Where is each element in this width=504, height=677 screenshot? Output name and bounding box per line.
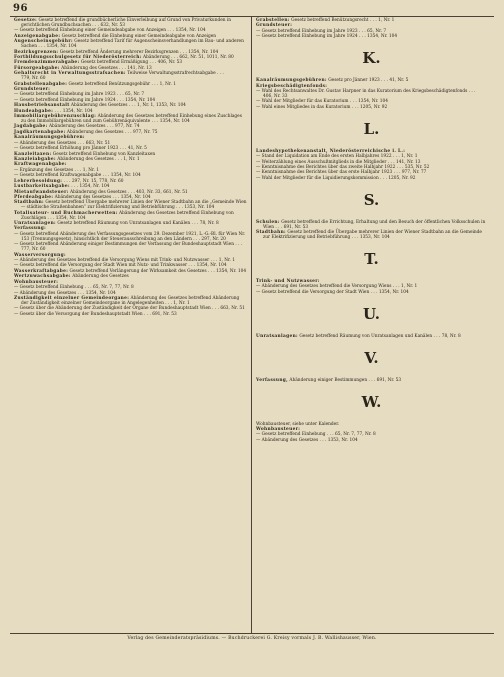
entry-heading: Hausbetriebsanstalt xyxy=(14,103,70,109)
entry-text: Abänderung xyxy=(141,54,170,60)
leader-dots: . . . xyxy=(367,377,377,383)
page-reference: 1354, Nr. 104 xyxy=(62,108,93,114)
leader-dots: . . . xyxy=(142,311,153,317)
page-reference: 1354, Nr. 104 xyxy=(188,49,219,55)
page-reference: 1354, Nr. 104 xyxy=(85,290,116,296)
page-reference: 1205, Nr. 92 xyxy=(360,104,388,110)
entry-heading: Fürsorgeabgabe: xyxy=(14,65,60,71)
entry-heading: Augenscheinsgebühr: xyxy=(14,39,73,45)
entry-text: Gesetz betreffend Verlängerung der Wirksamkeit des Gesetzes xyxy=(68,268,207,274)
page-reference: 406, Nr. 33 xyxy=(263,93,288,99)
section-letter: U. xyxy=(363,304,380,323)
entry-heading: Kanalräumungsgebühren: xyxy=(256,78,327,84)
leader-dots: . . . xyxy=(117,65,128,71)
leader-dots: . . . xyxy=(53,108,63,114)
entry-heading: Wohnbausteuer: xyxy=(14,279,59,285)
entry-heading: Mietaufwandsteuer: xyxy=(14,189,69,195)
leader-dots: . . . xyxy=(115,92,126,98)
entry-text: — Gesetz betreffend Abänderung des Verfassungsgesetzes vom 29. Dezember 1921, L.-G.-Bl. für Wien Nr. 153 (Trennungsgesetz), hinsichtlich der Steuerausschreibung an den Ländern xyxy=(14,231,246,242)
page-reference: 1, Nr. 1, 1353, Nr. 104 xyxy=(136,103,186,109)
page-reference: 1354, Nr. 104 xyxy=(120,194,151,200)
index-entry xyxy=(14,222,247,227)
page-reference: 977, Nr. 77 xyxy=(401,170,427,176)
page-reference: 1354, Nr. 104 xyxy=(358,99,389,105)
page-reference: 406, Nr. 53 xyxy=(157,60,183,66)
entry-text: — Wahl der Mitglieder für die Liquidierungskommission xyxy=(256,175,379,181)
leader-dots: . . . xyxy=(190,221,200,227)
page-reference: 777, Nr. 60 xyxy=(21,247,46,253)
entry-heading: Fremdenzimmerabgabe: xyxy=(14,60,80,66)
leader-dots: . . . xyxy=(46,215,56,221)
leader-dots: . . . xyxy=(174,205,185,211)
page-reference: 65, Nr. 7, 77, Nr. 8 xyxy=(93,285,134,291)
entry-text: Abänderung des Gesetzes xyxy=(70,274,129,280)
page-reference: 78, Nr. 8 xyxy=(199,221,219,227)
leader-dots: . . . xyxy=(325,432,336,438)
entry-text: — Weiterzählung eines Ausschußmitglieds in die Mitglieder xyxy=(256,159,387,165)
entry-heading: Jagdkartenabgabe: xyxy=(14,129,66,135)
page-reference: 1, Nr. 1 xyxy=(218,257,236,263)
leader-dots: . . . xyxy=(37,44,47,50)
entry-heading: Wohnbausteuer: xyxy=(256,426,301,432)
entry-text: — Gesetz betreffend Einhebung im Jahre 1924 xyxy=(14,97,116,103)
page-reference: 535, Nr. 52 xyxy=(404,164,430,170)
leader-dots: . . . xyxy=(395,164,405,170)
page-reference: 1354, Nr. 104 xyxy=(79,184,110,190)
entry-text: — Gesetz betreffend Einhebung im Jahre 1924 xyxy=(256,34,358,40)
leader-dots: . . . xyxy=(357,34,368,40)
page-reference: 65, Nr. 7 xyxy=(125,92,145,98)
page-reference: 691, Nr. 53 xyxy=(152,311,177,317)
entry-text: — Abänderung des Gesetzes betreffend die Versorgung Wiens xyxy=(256,284,392,290)
index-entry xyxy=(256,291,487,296)
index-entry xyxy=(256,106,487,111)
index-entry xyxy=(256,379,487,384)
page-reference: 41, Nr. 5 xyxy=(127,146,147,152)
entry-text: — Gesetz betreffend die Versorgung der Stadt Wien mit Nutz- und Trinkwasser xyxy=(14,263,188,269)
index-entry xyxy=(256,177,487,182)
entry-heading: Grabstellenabgabe: xyxy=(14,81,68,87)
page-reference: 297, Nr. 20 xyxy=(201,236,226,242)
leader-dots: . . . xyxy=(163,300,174,306)
page-reference: 1354, Nr. 104 xyxy=(110,173,141,179)
page-reference: 779, Nr. 60 xyxy=(21,76,46,82)
entry-text: — Gesetz betreffend Einhebung xyxy=(14,285,84,291)
leader-dots: . . . xyxy=(76,140,86,146)
leader-dots: . . . xyxy=(391,154,402,160)
page-reference: 141, Nr. 13 xyxy=(396,159,421,165)
page-reference: 297, Nr. 15, 778, Nr. 60 xyxy=(71,178,124,184)
leader-dots: . . . xyxy=(169,54,180,60)
entry-heading: Verfassung, xyxy=(256,377,289,383)
page-reference: 1, Nr. 1 xyxy=(378,18,395,23)
leader-dots: . . . xyxy=(348,99,359,105)
entry-heading: Unratsanlagen: xyxy=(14,221,56,227)
leader-dots: . . . xyxy=(386,159,397,165)
leader-dots: . . . xyxy=(391,284,402,290)
page-reference: 662, Nr. 51, 1011, Nr. 80 xyxy=(179,54,234,60)
entry-text: Abänderung des Gesetzes xyxy=(65,129,124,135)
leader-dots: . . . xyxy=(432,333,442,339)
entry-text: — Gesetz über die Abänderung der Zuständigkeit der Organe der Bundeshauptstadt Wien xyxy=(14,306,211,312)
entry-heading: Grundsteuer: xyxy=(256,23,293,29)
entry-text: Gesetz betreffend die Einhebung einer Gemeindeabgabe von Anzeigen xyxy=(60,33,217,39)
page-reference: 691, Nr. 53 xyxy=(376,377,402,383)
leader-dots: . . . xyxy=(210,306,221,312)
entry-heading: Kraftwagenabgabe: xyxy=(14,162,67,168)
entry-heading: Anzeigenabgabe: xyxy=(14,33,61,39)
entry-heading: Jagdabgabe: xyxy=(14,124,48,130)
leader-dots: . . . xyxy=(191,236,202,242)
entry-heading: Pferdeabgabe: xyxy=(14,194,54,200)
leader-dots: . . . xyxy=(150,81,160,87)
entry-text: — Ergänzung des Gesetzes xyxy=(14,167,74,173)
page-reference: 1354, Nr. 104 xyxy=(367,34,398,40)
entry-text: Abänderung des Gesetzes xyxy=(59,65,118,71)
entry-text: Gesetz betreffend Einhebung von Kanzleitaxen xyxy=(51,151,156,157)
leader-dots: . . . xyxy=(118,146,128,152)
leader-dots: . . . xyxy=(318,437,328,443)
entry-heading: Zuständigkeit einzelner Gemeindeorgane: xyxy=(14,295,130,301)
entry-heading: Hundeabgabe: xyxy=(14,108,54,114)
entry-heading: Totalisateur- und Buchmacherwetten: xyxy=(14,210,118,216)
entry-text: Abänderung einiger Bestimmungen xyxy=(288,377,368,383)
section-letter: S. xyxy=(363,190,380,209)
entry-heading: Stadtbahn: xyxy=(256,230,286,236)
entry-text: Gesetz betreffend Räumung von Unratsanlagen und Kanälen xyxy=(56,221,191,227)
entry-text: Gesetz betreffend die Übergabe mehrerer Linien der Wiener Stadtbahn an die Gemeinde zur Elektrifizierung und Betriebführung xyxy=(263,230,482,241)
entry-heading: Kanzleitaxen: xyxy=(14,151,52,157)
entry-text: — Abänderung des Gesetzes xyxy=(14,140,77,146)
entry-text: Abänderung des Gesetzes xyxy=(68,189,127,195)
entry-text: — Abänderung des Gesetzes xyxy=(14,290,77,296)
entry-heading: Grundsteuer: xyxy=(14,86,51,92)
page-reference: 403, Nr. 33, 661, Nr. 51 xyxy=(136,189,188,195)
page-reference: 1, Nr. 1 xyxy=(123,156,140,162)
entry-text: — Kenntnisnahme des Berichtes über das zweite Halbjahr 1922 xyxy=(256,164,396,170)
bottom-rule xyxy=(10,633,494,634)
index-entry xyxy=(256,335,487,340)
page-reference: 1354, Nr. 104 xyxy=(125,97,156,103)
leader-dots: . . . xyxy=(83,285,94,291)
page-reference: 1353, Nr. 104 xyxy=(184,205,215,211)
index-entry xyxy=(256,439,487,444)
left-column xyxy=(14,19,247,318)
entry-text: — Gesetz über die Versorgung der Bundeshauptstadt Wien xyxy=(14,311,143,317)
entry-text: Abänderung des Gesetzes betreffend Abänderung der Zuständigkeit einzelner Gemeindeorgane in Angelegenheiten xyxy=(21,295,240,306)
entry-text: Gesetz betreffend Änderung mehrerer Bezirksgrenzen xyxy=(58,49,179,55)
leader-dots: . . . xyxy=(178,49,189,55)
entry-text: Gesetz pro Jänner 1923 xyxy=(326,78,380,84)
page-reference: 977, Nr. 74 xyxy=(115,124,140,130)
page-reference: 78, Nr. 8 xyxy=(441,333,461,339)
entry-heading: Schulen: xyxy=(256,219,280,225)
leader-dots: . . . xyxy=(274,224,284,230)
entry-heading: Verfassung: xyxy=(14,226,47,232)
entry-heading: Bezirksgrenzen: xyxy=(14,49,59,55)
entry-text: — Gesetz betreffend Einhebung xyxy=(256,432,326,438)
section-letter: V. xyxy=(364,348,379,367)
leader-dots: . . . xyxy=(113,156,124,162)
page-reference: 65, Nr. 7 xyxy=(367,28,387,34)
leader-dots: . . . xyxy=(127,103,137,109)
entry-text: — Gesetz betreffend Erhöhung pro Jänner 1923 xyxy=(14,146,119,152)
entry-heading: Landeshypothekenanstalt, Niederösterreichische i. L.: xyxy=(256,148,406,154)
page-reference: 1353, Nr. 104 xyxy=(327,437,358,443)
page-reference: 1354, Nr. 104 xyxy=(46,44,77,50)
leader-dots: . . . xyxy=(379,78,390,84)
entry-text: Gesetz betreffend Ermäßigung xyxy=(79,60,149,66)
leader-dots: . . . xyxy=(150,119,160,125)
entry-text: Abänderung des Gesetzes xyxy=(47,124,106,130)
leader-dots: . . . xyxy=(166,28,176,34)
top-rule xyxy=(10,16,494,17)
leader-dots: . . . xyxy=(90,22,101,28)
entry-heading: Kriegsbeschädigtenfonds: xyxy=(256,83,328,89)
entry-heading: Fortbildungsschulgesetz für Niederösterreich: xyxy=(14,54,142,60)
entry-text: Abänderung des Gesetzes xyxy=(53,194,112,200)
entry-text: — Kenntnisnahme des Berichtes über das erste Halbjahr 1923 xyxy=(256,170,393,176)
entry-text: — Gesetz betreffend Abänderung einiger Bestimmungen der Verfassung der Bundeshauptstadt Wien xyxy=(14,242,234,248)
entry-text: Abänderung des Gesetzes betreffend Einhebung von Zuschlägen xyxy=(21,210,234,221)
entry-text: Gesetz betreffend Benützungsrecht xyxy=(289,18,369,23)
page-reference: 1354, Nr. 104 xyxy=(196,263,227,269)
page-reference: 691, Nr. 53 xyxy=(283,224,309,230)
entry-text: — Wahl eines Mitgliedes in das Kuratorium xyxy=(256,104,351,110)
entry-heading: Lehrerbesoldung: xyxy=(14,178,63,184)
entry-text: — Gesetz betreffend Einhebung im Jahre 1923 xyxy=(256,28,358,34)
page-reference: 141, Nr. 13 xyxy=(127,65,152,71)
entry-text: — Abänderung des Gesetzes xyxy=(256,437,319,443)
entry-text: Gesetz betreffend Räumung von Unratsanlagen und Kanälen xyxy=(298,333,433,339)
page-reference: 41, Nr. 5 xyxy=(389,78,409,84)
entry-text: Abänderung des Gesetzes betreffend Einhebung eines Zuschlages zu den Immobiliargebühren und zum Gebührenäquivalente xyxy=(21,114,242,125)
page-reference: 1, Nr. 1 xyxy=(401,154,418,160)
page-reference: 1354, Nr. 104 xyxy=(159,119,190,125)
leader-dots: . . . xyxy=(126,189,137,195)
leader-dots: . . . xyxy=(467,89,476,95)
section-letter: K. xyxy=(362,49,381,68)
entry-text: Abänderung des Gesetzes xyxy=(69,103,128,109)
leader-dots: . . . xyxy=(215,71,224,77)
leader-dots: . . . xyxy=(206,268,217,274)
leader-dots: . . . xyxy=(73,167,83,173)
entry-heading: Gehaltsrecht in Verwaltungsstrafsachen: xyxy=(14,71,126,77)
entry-heading: Wasserkraftabgabe: xyxy=(14,268,69,274)
entry-heading: Grabstellen: xyxy=(256,18,290,23)
entry-text: — Wahl der Mitglieder für das Kuratorium xyxy=(256,99,349,105)
index-entry xyxy=(256,35,487,40)
leader-dots: . . . xyxy=(105,124,116,130)
column-divider xyxy=(251,16,252,633)
entry-text: Gesetz betreffend Tarif für Augenscheinsverhandlungen im Bau- und anderen Sachen xyxy=(21,39,244,50)
footer-imprint: Verlag des Gemeinderatspräsidiums. — Buchdruckerei G. Kreisy vormals J. B. Wallishausser, Wien. xyxy=(127,636,377,641)
entry-text: — Stand der Liquidation am Ende des ersten Halbjahres 1922 xyxy=(256,154,392,160)
entry-text: Abänderung des Gesetzes xyxy=(55,156,114,162)
entry-heading: Kanalräumungsgebühren: xyxy=(14,135,85,141)
leader-dots: . . . xyxy=(369,289,379,295)
entry-text: Teilweise Verwaltungsstrafrechtsabgabe xyxy=(125,71,216,77)
entry-text: Wohnbausteuer, siehe unter Kalender. xyxy=(256,421,340,427)
page-reference: 1, Nr. 1 xyxy=(82,167,100,173)
leader-dots: . . . xyxy=(350,104,361,110)
entry-heading: Wertzuwachsabgabe: xyxy=(14,274,71,280)
entry-text: — Gesetz betreffend Kraftwagenabgabe xyxy=(14,173,102,179)
page-reference: 1354, Nr. 104 xyxy=(55,215,86,221)
page-reference: 1354, Nr. 104 xyxy=(378,289,409,295)
entry-heading: Gesetze: xyxy=(14,18,38,23)
entry-text: — Gesetz betreffend die Versorgung der Stadt Wien xyxy=(256,289,370,295)
entry-heading: Stadtbahn: xyxy=(14,200,44,206)
page-reference: 1353, Nr. 104 xyxy=(359,235,390,241)
entry-heading: Kanzleiabgabe: xyxy=(14,156,56,162)
entry-heading: Wasserversorgung: xyxy=(14,252,66,258)
page-reference: 663, Nr. 51 xyxy=(85,140,111,146)
leader-dots: . . . xyxy=(350,235,360,241)
leader-dots: . . . xyxy=(101,173,111,179)
page-reference: 632, Nr. 53 xyxy=(100,22,125,28)
entry-text: — Wahl des Rechtsanwaltes Dr. Gustav Harpner in das Kuratorium des Kriegsbeschädigtenfonds xyxy=(256,89,468,95)
page-reference: 65, Nr. 7, 77, Nr. 8 xyxy=(335,432,376,438)
leader-dots: . . . xyxy=(115,97,126,103)
leader-dots: . . . xyxy=(62,178,72,184)
leader-dots: . . . xyxy=(69,184,80,190)
page-reference: 1, Nr. 1 xyxy=(401,284,418,290)
entry-text: — Gesetz betreffend Einhebung einer Gemeindeabgabe von Anzeigen xyxy=(14,28,167,34)
entry-text: Gesetz betreffend die grundbücherliche Einverleibung auf Grund von Privaturkunden in gerichtlichen Grundbuchsachen xyxy=(21,18,232,28)
index-entry xyxy=(14,313,247,318)
leader-dots: . . . xyxy=(148,60,158,66)
page-reference: 1, Nr. 1 xyxy=(159,81,176,87)
entry-text: Gesetz betreffend die Errichtung, Erhaltung und den Besuch der öffentlichen Volksschulen in Wien xyxy=(263,219,486,230)
entry-text: — Gesetz betreffend Einhebung im Jahre 1923 xyxy=(14,92,116,98)
entry-heading: Trink- und Nutzwasser: xyxy=(256,278,320,284)
page-number: 96 xyxy=(13,3,28,14)
section-letter: W. xyxy=(361,392,382,411)
entry-heading: Unratsanlagen: xyxy=(256,333,298,339)
page-reference: 977, Nr. 75 xyxy=(132,129,158,135)
leader-dots: . . . xyxy=(111,194,121,200)
leader-dots: . . . xyxy=(233,242,243,248)
leader-dots: . . . xyxy=(357,28,368,34)
page-reference: 1205, Nr. 92 xyxy=(388,175,416,181)
section-letter: L. xyxy=(363,119,380,138)
leader-dots: . . . xyxy=(378,175,389,181)
leader-dots: . . . xyxy=(392,170,402,176)
page-reference: 1354, Nr. 104 xyxy=(216,268,247,274)
leader-dots: . . . xyxy=(209,257,219,263)
right-column xyxy=(256,19,487,444)
leader-dots: . . . xyxy=(187,263,197,269)
entry-text: Gesetz betreffend Benützungsgebühr xyxy=(67,81,151,87)
entry-text: — Abänderung des Gesetzes betreffend die Versorgung Wiens mit Trink- und Nutzwasser xyxy=(14,257,210,263)
page-reference: 663, Nr. 51 xyxy=(220,306,245,312)
entry-text: Gesetz betreffend Übergabe mehrerer Linien der Wiener Stadtbahn an die „Gemeinde Wien — städtische Straßenbahnen“ zur Elektrifizierung und Betriebführung xyxy=(21,200,247,211)
page-reference: 1354, Nr. 104 xyxy=(175,28,206,34)
entry-heading: Lustbarkeitsabgabe: xyxy=(14,184,70,190)
leader-dots: . . . xyxy=(123,129,133,135)
page-reference: 1, Nr. 1 xyxy=(173,300,190,306)
index-entry xyxy=(256,231,487,241)
leader-dots: . . . xyxy=(76,290,86,296)
entry-heading: Immobiliargebührenzuschlag: xyxy=(14,114,97,120)
leader-dots: . . . xyxy=(368,18,379,23)
section-letter: T. xyxy=(364,249,379,268)
